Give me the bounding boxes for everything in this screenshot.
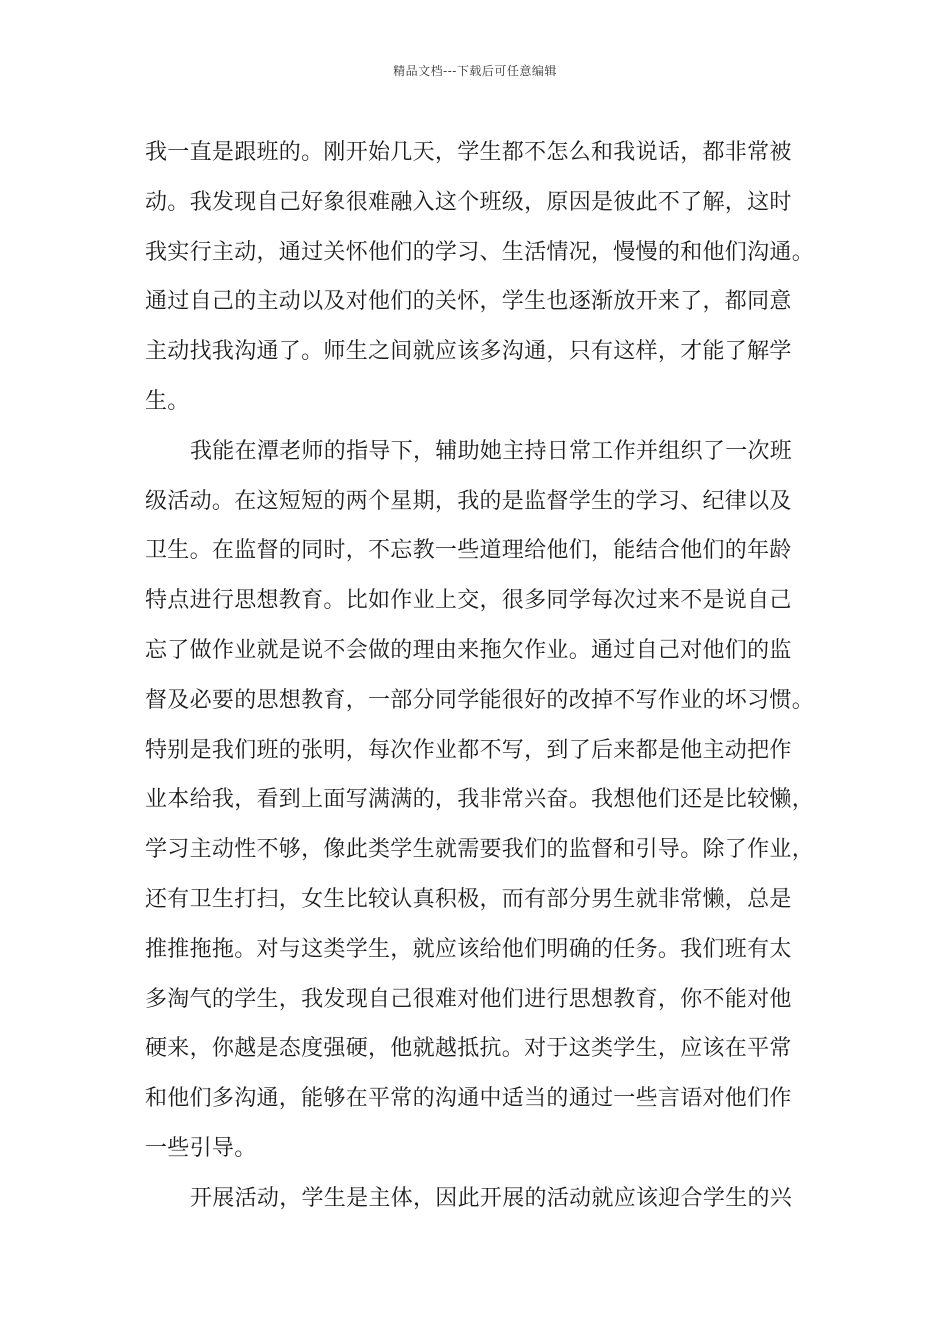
text-line: 还有卫生打扫，女生比较认真积极，而有部分男生就非常懒，总是: [145, 886, 792, 912]
text-line: 学习主动性不够，像此类学生就需要我们的监督和引导。除了作业，: [145, 837, 815, 863]
text-line: 级活动。在这短短的两个星期，我的是监督学生的学习、纪律以及: [145, 488, 792, 514]
text-line: 业本给我，看到上面写满满的，我非常兴奋。我想他们还是比较懒，: [145, 787, 815, 813]
text-line: 我能在潭老师的指导下，辅助她主持日常工作并组织了一次班: [190, 438, 793, 464]
text-line: 卫生。在监督的同时，不忘教一些道理给他们，能结合他们的年龄: [145, 538, 792, 564]
text-line: 一些引导。: [145, 1135, 257, 1161]
text-line: 特别是我们班的张明，每次作业都不写，到了后来都是他主动把作: [145, 737, 792, 763]
paragraph-2: [145, 427, 835, 1174]
text-line: 忘了做作业就是说不会做的理由来拖欠作业。通过自己对他们的监: [145, 637, 792, 663]
text-line: 推推拖拖。对与这类学生，就应该给他们明确的任务。我们班有太: [145, 936, 792, 962]
text-line: 我实行主动，通过关怀他们的学习、生活情况，慢慢的和他们沟通。: [145, 239, 815, 265]
paragraph-1: [145, 128, 835, 427]
text-line: 特点进行思想教育。比如作业上交，很多同学每次过来不是说自己: [145, 588, 792, 614]
text-line: 和他们多沟通，能够在平常的沟通中适当的通过一些言语对他们作: [145, 1086, 792, 1112]
text-line: 开展活动，学生是主体，因此开展的活动就应该迎合学生的兴: [190, 1185, 793, 1211]
text-line: 主动找我沟通了。师生之间就应该多沟通，只有这样，才能了解学: [145, 339, 792, 365]
text-line: 多淘气的学生，我发现自己很难对他们进行思想教育，你不能对他: [145, 986, 792, 1012]
text-line: 动。我发现自己好象很难融入这个班级，原因是彼此不了解，这时: [145, 189, 792, 215]
document-body: [145, 128, 835, 1224]
text-line: 督及必要的思想教育，一部分同学能很好的改掉不写作业的坏习惯。: [145, 687, 815, 713]
text-line: 生。: [145, 388, 190, 414]
text-line: 我一直是跟班的。刚开始几天，学生都不怎么和我说话，都非常被: [145, 140, 792, 165]
page-header: 精品文档---下载后可任意编辑: [393, 64, 557, 78]
text-line: 硬来，你越是态度强硬，他就越抵抗。对于这类学生，应该在平常: [145, 1036, 792, 1062]
paragraph-3: [145, 1174, 835, 1224]
text-line: 通过自己的主动以及对他们的关怀，学生也逐渐放开来了，都同意: [145, 289, 792, 315]
